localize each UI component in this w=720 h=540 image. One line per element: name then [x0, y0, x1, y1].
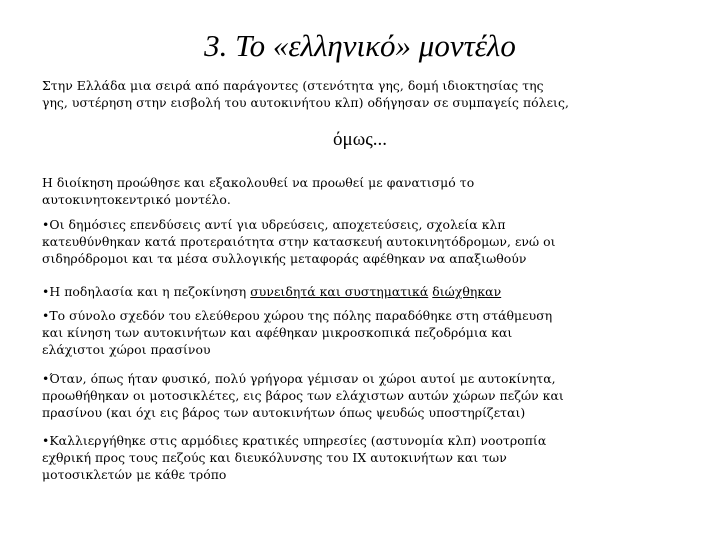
lead-line-1: Η διοίκηση προώθησε και εξακολουθεί να προωθεί με φανατισμό το: [42, 175, 475, 190]
bullet3-line-2: και κίνηση των αυτοκινήτων και αφέθηκαν μικροσκοπικά πεζοδρόμια και: [42, 325, 513, 340]
intro-line-2: γης, υστέρηση στην εισβολή του αυτοκινήτου κλπ) οδήγησαν σε συμπαγείς πόλεις,: [42, 95, 569, 110]
bullet5-line-3: μοτοσικλετών με κάθε τρόπο: [42, 467, 227, 482]
lead-paragraph: [42, 174, 682, 208]
bullet-motorcycles: [42, 370, 682, 421]
bullet3-line-1: •Το σύνολο σχεδόν του ελεύθερου χώρου της πόλης παραδόθηκε στη στάθμευση: [42, 308, 553, 323]
bullet-state-services: [42, 432, 682, 483]
bullet4-line-1: •Όταν, όπως ήταν φυσικό, πολύ γρήγορα γέμισαν οι χώροι αυτοί με αυτοκίνητα,: [42, 371, 556, 386]
slide-title: 3. Το «ελληνικό» μοντέλο: [204, 28, 516, 63]
bullet4-line-3: πρασίνου (και όχι εις βάρος των αυτοκινήτων όπως ψευδώς υποστηρίζεται): [42, 405, 526, 420]
bullet1-line-1: •Οι δημόσιες επενδύσεις αντί για υδρεύσεις, αποχετεύσεις, σχολεία κλπ: [42, 217, 506, 232]
bullet5-line-1: •Καλλιεργήθηκε στις αρμόδιες κρατικές υπηρεσίες (αστυνομία κλπ) νοοτροπία: [42, 433, 547, 448]
intro-paragraph: [42, 77, 682, 111]
bullet2-line: [42, 283, 682, 300]
bullet-public-investments: [42, 216, 682, 267]
bullet-cycling-walking: [42, 283, 682, 300]
bullet2-underlined-1: συνειδητά και συστηματικά: [250, 284, 429, 299]
intro-line-1: Στην Ελλάδα μια σειρά από παράγοντες (στενότητα γης, δομή ιδιοκτησίας της: [42, 78, 544, 93]
bullet4-line-2: προωθήθηκαν οι μοτοσικλέτες, εις βάρος των ελάχιστων αυτών χώρων πεζών και: [42, 388, 564, 403]
bullet1-line-3: σιδηρόδρομοι και τα μέσα συλλογικής μεταφοράς αφέθηκαν να απαξιωθούν: [42, 251, 527, 266]
bullet1-line-2: κατευθύνθηκαν κατά προτεραιότητα στην κατασκευή αυτοκινητόδρομων, ενώ οι: [42, 234, 556, 249]
however-text: όμως...: [333, 129, 387, 150]
lead-line-2: αυτοκινητοκεντρικό μοντέλο.: [42, 192, 231, 207]
bullet5-line-2: εχθρική προς τους πεζούς και διευκόλυνσης του ΙΧ αυτοκινήτων και των: [42, 450, 507, 465]
bullet2-pre: •Η ποδηλασία και η πεζοκίνηση: [42, 284, 251, 299]
bullet3-line-3: ελάχιστοι χώροι πρασίνου: [42, 342, 211, 357]
bullet2-underlined-2: διώχθηκαν: [432, 284, 502, 299]
bullet-free-space: [42, 307, 682, 358]
